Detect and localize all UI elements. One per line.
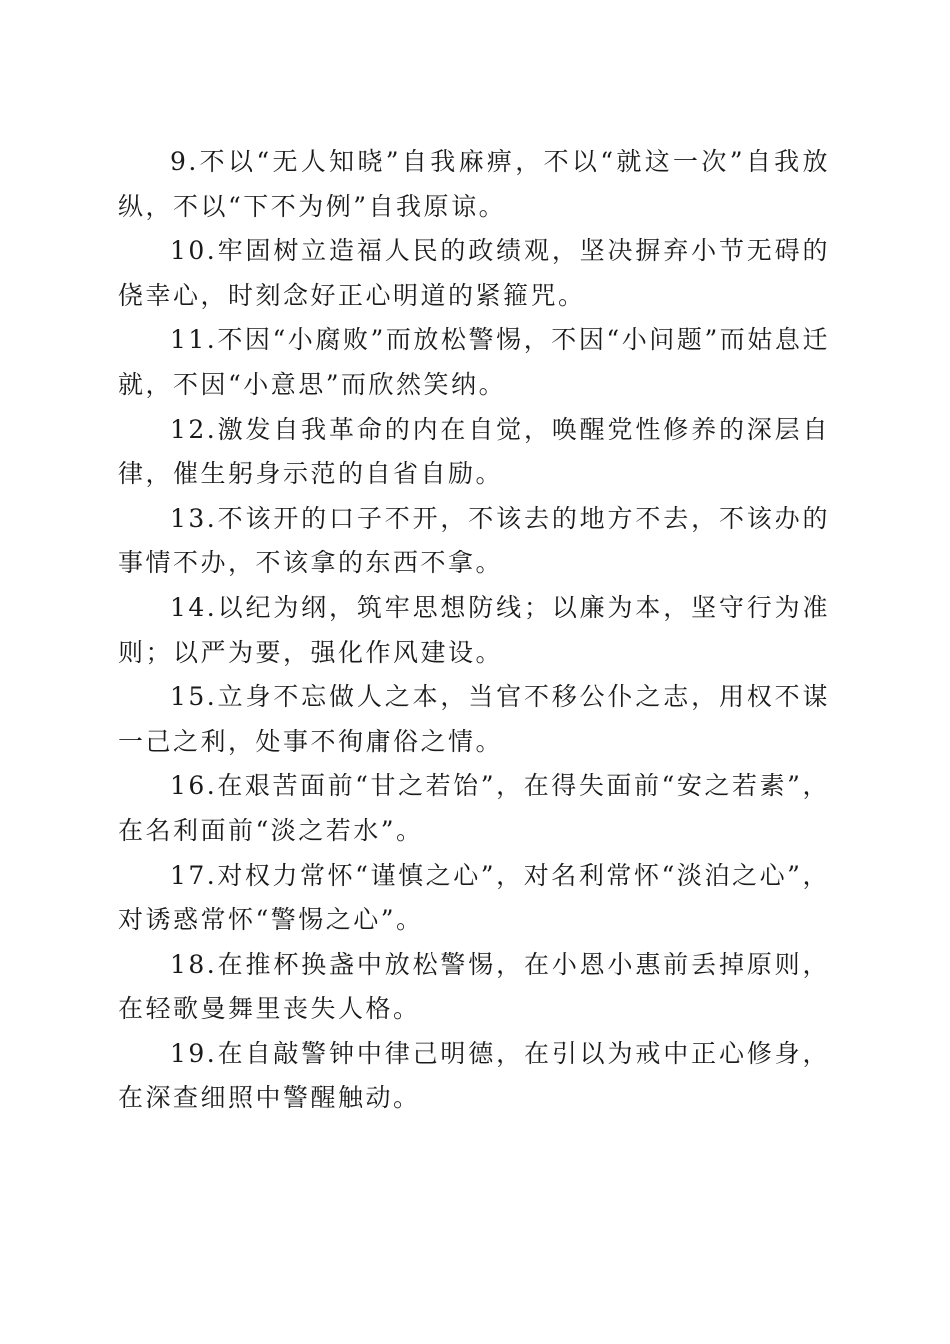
paragraph-item-12: 12.激发自我革命的内在自觉，唤醒党性修养的深层自律，催生躬身示范的自省自励。 [118,414,830,489]
paragraph-item-14: 14.以纪为纲，筑牢思想防线；以廉为本，坚守行为准则；以严为要，强化作风建设。 [118,592,830,667]
paragraph-item-11: 11.不因“小腐败”而放松警惕，不因“小问题”而姑息迁就，不因“小意思”而欣然笑纳。 [118,325,830,399]
paragraph-item-17: 17.对权力常怀“谨慎之心”，对名利常怀“淡泊之心”，对诱惑常怀“警惕之心”。 [118,860,830,935]
paragraph-item-9: 9.不以“无人知晓”自我麻痹，不以“就这一次”自我放纵，不以“下不为例”自我原谅。 [118,147,830,221]
paragraph-item-18: 18.在推杯换盏中放松警惕，在小恩小惠前丢掉原则，在轻歌曼舞里丧失人格。 [118,949,830,1024]
paragraph-item-16: 16.在艰苦面前“甘之若饴”，在得失面前“安之若素”，在名利面前“淡之若水”。 [118,771,830,845]
paragraph-item-10: 10.牢固树立造福人民的政绩观，坚决摒弃小节无碍的侥幸心，时刻念好正心明道的紧箍咒。 [118,236,830,310]
paragraph-item-13: 13.不该开的口子不开，不该去的地方不去，不该办的事情不办，不该拿的东西不拿。 [118,503,830,578]
paragraph-item-15: 15.立身不忘做人之本，当官不移公仆之志，用权不谋一己之利，处事不徇庸俗之情。 [118,682,830,756]
document-body [118,140,830,1121]
paragraph-item-19: 19.在自敲警钟中律己明德，在引以为戒中正心修身，在深查细照中警醒触动。 [118,1038,830,1113]
